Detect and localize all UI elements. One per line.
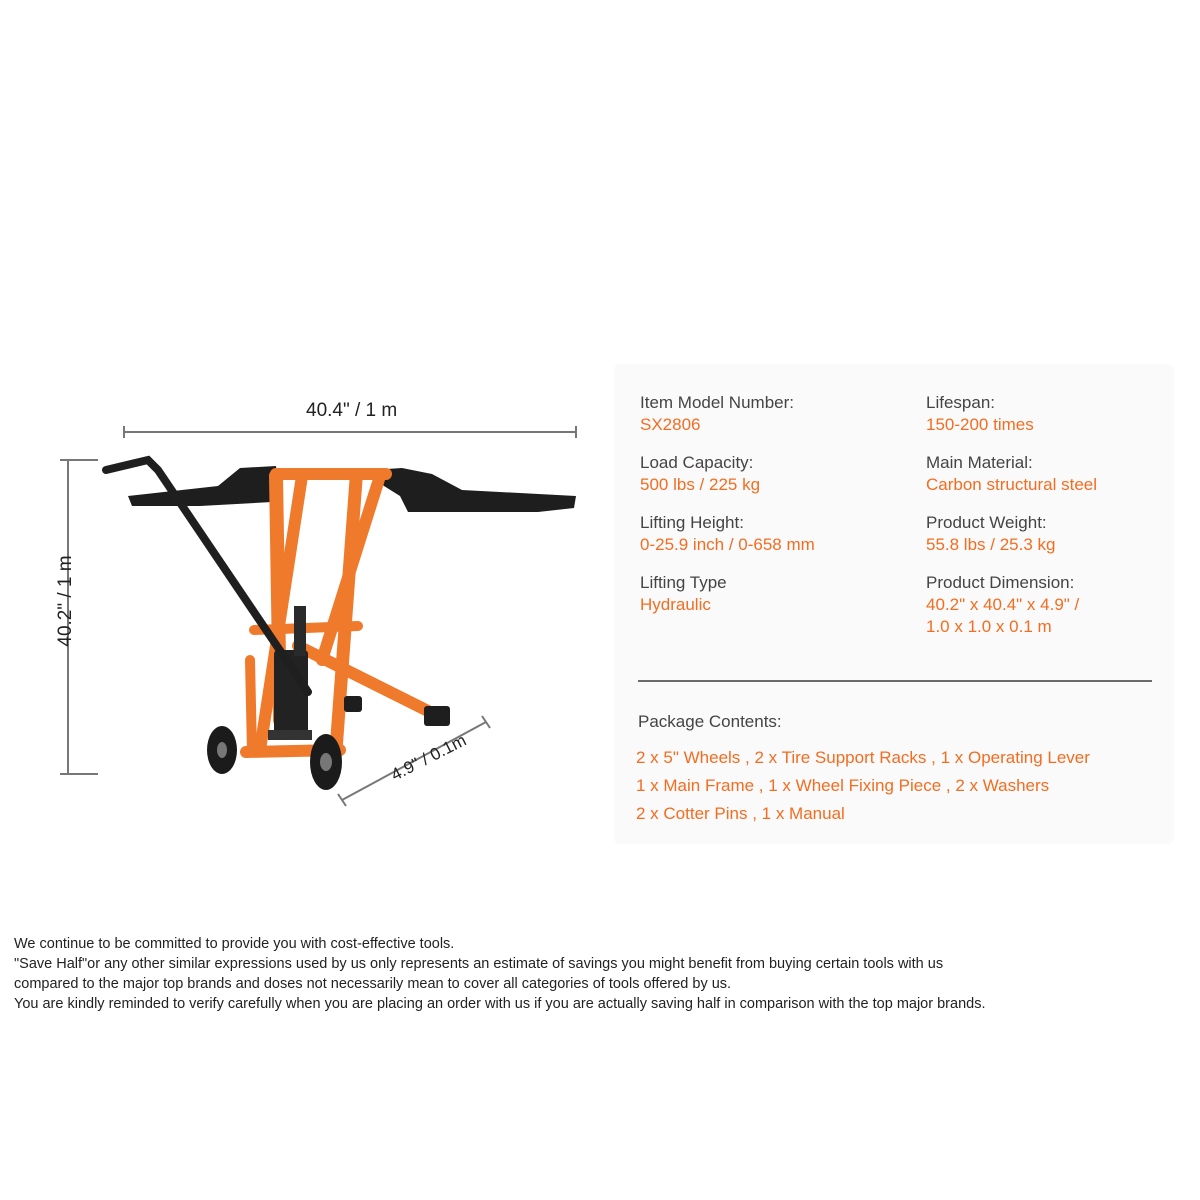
spec-item-model (640, 392, 900, 436)
package-line: 2 x 5" Wheels , 2 x Tire Support Racks , 1 x Operating Lever (636, 748, 1090, 767)
tire-support-rack-left (128, 466, 280, 506)
spec-label: Lifting Type (640, 573, 727, 592)
rubber-foot (424, 706, 450, 726)
package-contents-title: Package Contents: (638, 712, 782, 731)
spec-label: Load Capacity: (640, 453, 754, 472)
width-dimension-line (124, 426, 576, 438)
specification-card (614, 364, 1174, 844)
spec-label: Product Weight: (926, 513, 1047, 532)
lift-jack-drawing (40, 390, 600, 810)
spec-item-lifespan (926, 392, 1186, 436)
spec-value: 0-25.9 inch / 0-658 mm (640, 535, 815, 554)
disclaimer-line: compared to the major top brands and doses not necessarily mean to cover all categories of tools offered by us. (14, 976, 732, 992)
spec-value: SX2806 (640, 415, 701, 434)
spec-label: Main Material: (926, 453, 1033, 472)
rubber-foot (344, 696, 362, 712)
disclaimer-line: "Save Half"or any other similar expressions used by us only represents an estimate of savings you might benefit from buying certain tools with us (14, 956, 944, 972)
disclaimer-line: You are kindly reminded to verify carefully when you are placing an order with us if you are actually saving half in comparison with the top major brands. (14, 996, 986, 1012)
disclaimer (14, 934, 1194, 1014)
spec-value-metric: 1.0 x 1.0 x 0.1 m (926, 617, 1052, 636)
spec-label: Lifting Height: (640, 513, 744, 532)
height-dimension-label: 40.2" / 1 m (55, 555, 76, 647)
spec-label: Lifespan: (926, 393, 995, 412)
wheel-right (310, 734, 342, 790)
spec-item-main-material (926, 452, 1186, 496)
depth-dimension-label: 4.9" / 0.1m (387, 730, 470, 785)
spec-value: Carbon structural steel (926, 475, 1098, 494)
spec-label: Item Model Number: (640, 393, 794, 412)
tire-support-rack-right (370, 468, 576, 512)
scissor-frame (246, 474, 430, 752)
spec-label: Product Dimension: (926, 573, 1075, 592)
wheel-left (207, 726, 237, 774)
package-contents-list (636, 744, 1090, 828)
spec-item-load-capacity (640, 452, 900, 496)
product-illustration (40, 390, 600, 810)
package-line: 1 x Main Frame , 1 x Wheel Fixing Piece , 2 x Washers (636, 776, 1050, 795)
package-line: 2 x Cotter Pins , 1 x Manual (636, 804, 845, 823)
spec-value: 40.2" x 40.4" x 4.9" / (926, 595, 1080, 614)
width-dimension-label: 40.4" / 1 m (306, 400, 398, 421)
spec-value: Hydraulic (640, 595, 711, 614)
spec-value: 150-200 times (926, 415, 1034, 434)
spec-value: 55.8 lbs / 25.3 kg (926, 535, 1056, 554)
divider (638, 680, 1152, 682)
spec-item-product-weight (926, 512, 1186, 556)
spec-value: 500 lbs / 225 kg (640, 475, 761, 494)
spec-item-product-dimension (926, 572, 1186, 638)
spec-item-lifting-type (640, 572, 900, 616)
disclaimer-line: We continue to be committed to provide you with cost-effective tools. (14, 936, 455, 952)
spec-item-lifting-height (640, 512, 900, 556)
